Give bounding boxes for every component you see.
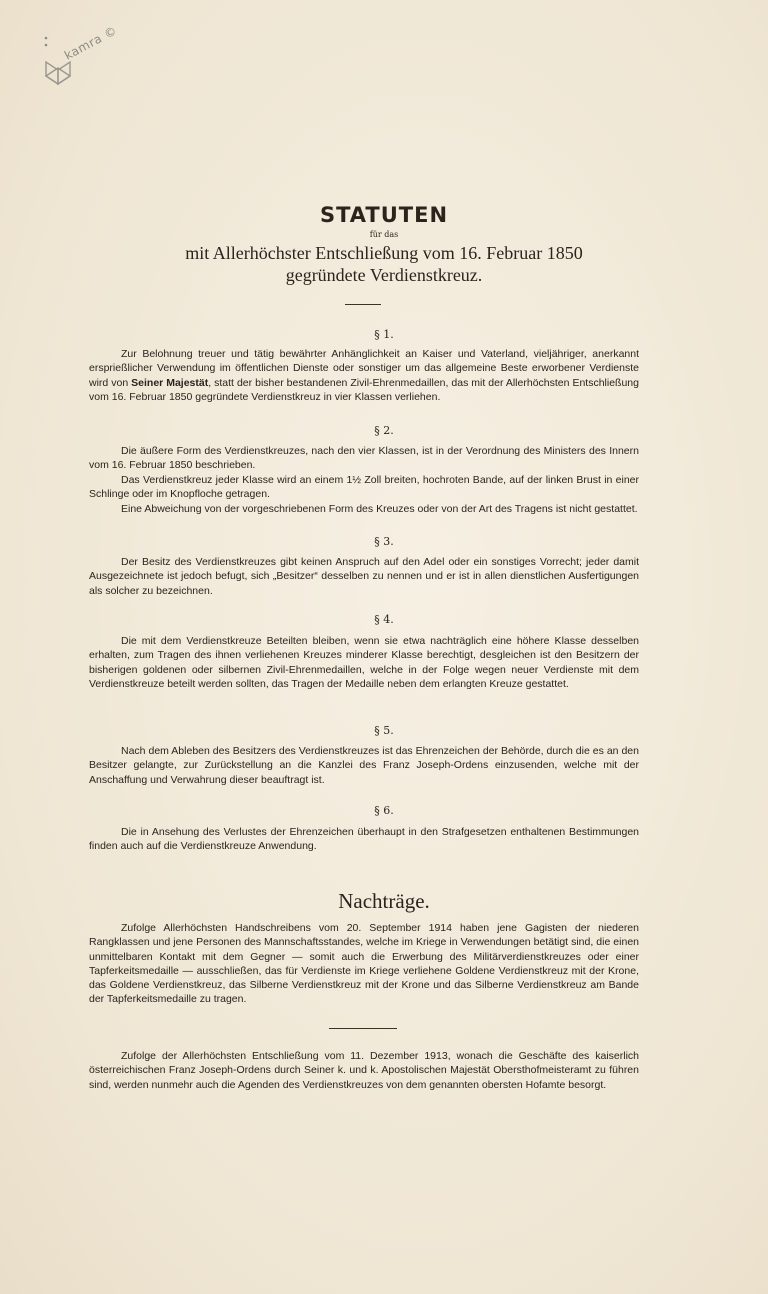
- nachtraege-heading: Nachträge.: [338, 889, 430, 913]
- section-3-paragraph: Der Besitz des Verdienstkreuzes gibt keinen Anspruch auf den Adel oder ein sonstiges Vorrecht; jeder damit Ausgezeichnete ist jedoch befugt, sich „Besitzer“ desselben zu nennen und er ist in allen dienstlichen Ausfertigungen als solcher zu bezeichnen.: [89, 556, 639, 597]
- section-2-paragraph-1: Die äußere Form des Verdienstkreuzes, nach den vier Klassen, ist in der Verordnung des Ministers des Innern vom 16. Februar 1850 beschrieben.: [89, 445, 639, 472]
- nachtraege-paragraph-1: Zufolge Allerhöchsten Handschreibens vom 20. September 1914 haben jene Gagisten der niederen Rangklassen und jene Personen des Mannschaftsstandes, welche im Kriege in Verwendungen betätigt sind, die einen unmittelbaren Kontakt mit dem Gegner — somit auch die Erwerbung des Militärverdienstkreuzes oder einer Tapferkeitsmedaille — ausschließen, das für Verdienste im Kriege verliehene Goldene Verdienstkreuz mit der Krone, das Goldene Verdienstkreuz, das Silberne Verdienstkreuz mit der Krone und das Silberne Verdienstkreuz am Bande der Tapferkeitsmedaille zu tragen.: [89, 922, 639, 1006]
- section-5-paragraph: Nach dem Ableben des Besitzers des Verdienstkreuzes ist das Ehrenzeichen der Behörde, durch die es an den Besitzer gelangte, zur Zurückstellung an die Kanzlei des Franz Joseph-Ordens einzusenden, welche mit der Anschaffung und Verwahrung dieser beauftragt ist.: [89, 745, 639, 786]
- section-heading-1: § 1.: [374, 328, 394, 341]
- section-heading-5: § 5.: [374, 724, 394, 737]
- section-2-paragraph-3: Eine Abweichung von der vorgeschriebenen Form des Kreuzes oder von der Art des Tragens ist nicht gestattet.: [121, 503, 638, 515]
- subtitle-line-1: mit Allerhöchster Entschließung vom 16. Februar 1850: [185, 243, 583, 263]
- section-heading-3: § 3.: [374, 535, 394, 548]
- section-6-paragraph: Die in Ansehung des Verlustes der Ehrenzeichen überhaupt in den Strafgesetzen enthaltenen Bestimmungen finden auch auf die Verdienstkreuze Anwendung.: [89, 826, 639, 853]
- divider-rule: [345, 304, 381, 305]
- section-4-paragraph: Die mit dem Verdienstkreuze Beteilten bleiben, wenn sie etwa nachträglich eine höhere Klasse desselben erhalten, zum Tragen des ihnen verliehenen Kreuzes minderer Klasse berechtigt, desgleichen ist den Besitzern der bisherigen goldenen oder silbernen Zivil-Ehrenmedaillen, welche in der Folge wegen neuer Verdienste mit dem Verdienstkreuze beteilt werden sollten, das Tragen der Medaille neben dem erlangten Kreuze gestattet.: [89, 635, 639, 690]
- section-2-paragraph-2: Das Verdienstkreuz jeder Klasse wird an einem 1½ Zoll breiten, hochroten Bande, auf der linken Brust in einer Schlinge oder im Knopfloche getragen.: [89, 474, 639, 501]
- divider-rule-2: [329, 1028, 397, 1029]
- subtitle-line-2: gegründete Verdienstkreuz.: [285, 265, 483, 285]
- section-heading-4: § 4.: [374, 613, 394, 626]
- section-heading-2: § 2.: [374, 424, 394, 437]
- subtitle-small: für das: [369, 230, 399, 239]
- document-title: STATUTEN: [319, 203, 449, 227]
- nachtraege-paragraph-2: Zufolge der Allerhöchsten Entschließung vom 11. Dezember 1913, wonach die Geschäfte des kaiserlich österreichischen Franz Joseph-Ordens durch Seiner k. und k. Apostolischen Majestät Obersthofmeisteramt zu führen sind, werden nunmehr auch die Agenden des Verdienstkreuzes von dem genannten obersten Hofamte besorgt.: [89, 1050, 639, 1091]
- section-1-paragraph: Zur Belohnung treuer und tätig bewährter Anhänglichkeit an Kaiser und Vaterland, vieljähriger, anerkannt ersprießlicher Verwendung im öffentlichen Dienste oder sonstiger um das allgemeine Beste erworbener Verdienste wird von Seiner Majestät, statt der bisher bestandenen Zivil-Ehrenmedaillen, das mit der Allerhöchsten Entschließung vom 16. Februar 1850 gegründete Verdienstkreuz in vier Klassen verliehen.: [89, 348, 639, 403]
- watermark-text: kamra ©: [62, 23, 120, 63]
- section-heading-6: § 6.: [374, 804, 394, 817]
